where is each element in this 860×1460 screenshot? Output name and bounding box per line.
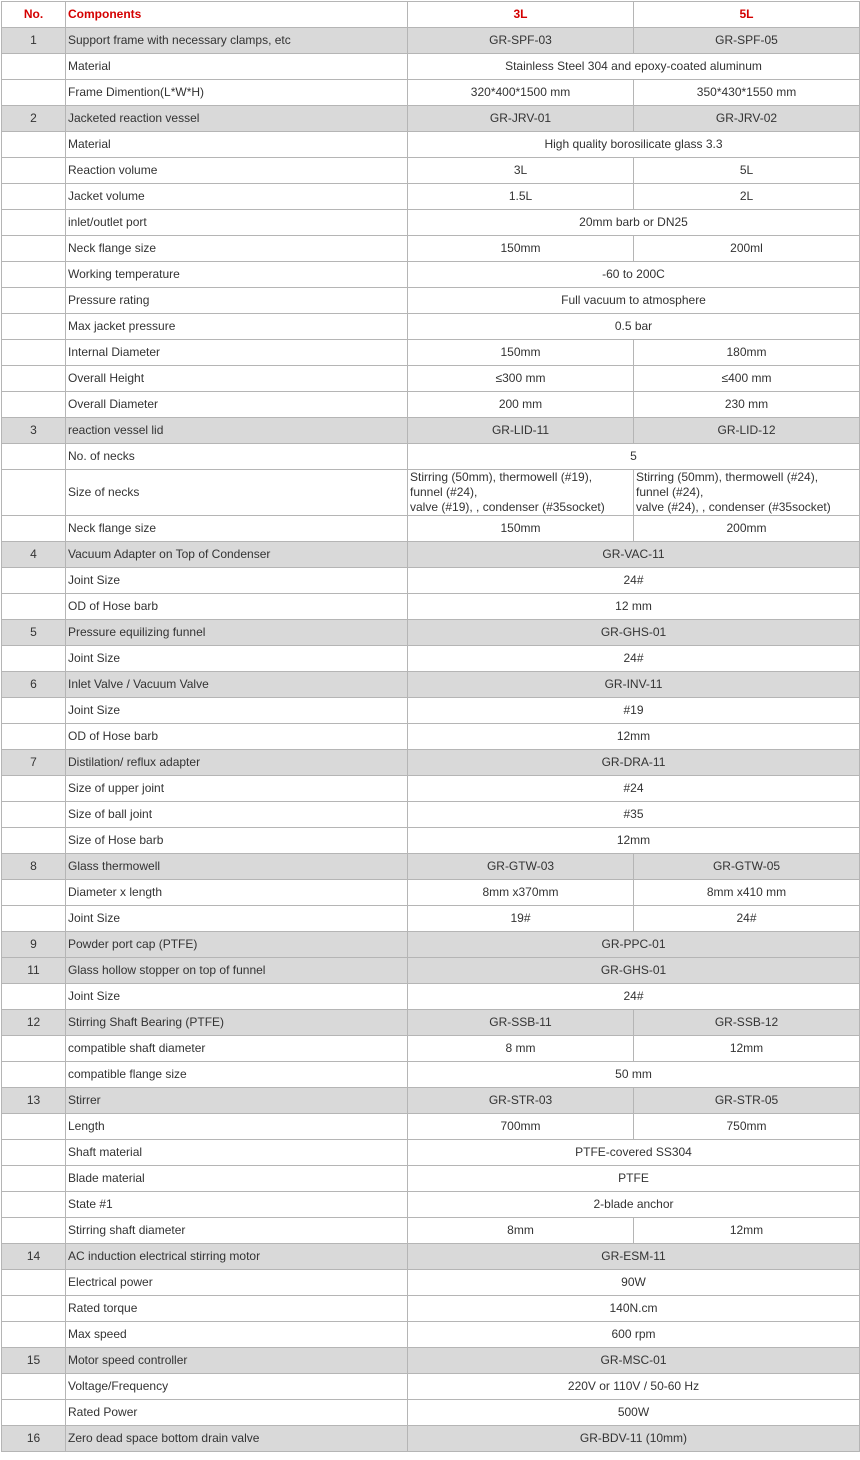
spec-label: Electrical power [66, 1270, 408, 1296]
spec-label: Diameter x length [66, 880, 408, 906]
spec-value-3l: GR-LID-11 [408, 418, 634, 444]
spec-row [2, 314, 860, 340]
spec-row [2, 516, 860, 542]
item-number: 14 [2, 1244, 66, 1270]
spec-value-5l: 200mm [634, 516, 860, 542]
item-number: 12 [2, 1010, 66, 1036]
component-row [2, 958, 860, 984]
spec-row [2, 568, 860, 594]
spec-value-shared: GR-ESM-11 [408, 1244, 860, 1270]
spec-value-shared: 220V or 110V / 50-60 Hz [408, 1374, 860, 1400]
item-number [2, 698, 66, 724]
spec-row [2, 1296, 860, 1322]
spec-label: Joint Size [66, 906, 408, 932]
component-row [2, 1088, 860, 1114]
spec-value-shared: 90W [408, 1270, 860, 1296]
specification-table [1, 1, 860, 1452]
spec-row [2, 366, 860, 392]
item-number [2, 1296, 66, 1322]
spec-value-3l: 700mm [408, 1114, 634, 1140]
item-number [2, 210, 66, 236]
spec-row [2, 646, 860, 672]
item-number [2, 516, 66, 542]
spec-label: Jacket volume [66, 184, 408, 210]
item-number [2, 880, 66, 906]
spec-value-shared: 500W [408, 1400, 860, 1426]
component-row [2, 1426, 860, 1452]
item-number [2, 776, 66, 802]
spec-label: Size of ball joint [66, 802, 408, 828]
item-number: 3 [2, 418, 66, 444]
item-number [2, 984, 66, 1010]
spec-value-3l: 8 mm [408, 1036, 634, 1062]
component-row [2, 932, 860, 958]
spec-row [2, 1062, 860, 1088]
item-number [2, 262, 66, 288]
spec-value-3l: 8mm x370mm [408, 880, 634, 906]
item-number [2, 1322, 66, 1348]
spec-value-shared: #19 [408, 698, 860, 724]
spec-value-3l: GR-GTW-03 [408, 854, 634, 880]
spec-row [2, 776, 860, 802]
spec-label: Pressure rating [66, 288, 408, 314]
item-number: 16 [2, 1426, 66, 1452]
spec-label: No. of necks [66, 444, 408, 470]
spec-value-shared: GR-GHS-01 [408, 620, 860, 646]
spec-label: Max jacket pressure [66, 314, 408, 340]
item-number [2, 594, 66, 620]
spec-row [2, 236, 860, 262]
spec-label: compatible flange size [66, 1062, 408, 1088]
spec-value-5l: 2L [634, 184, 860, 210]
spec-label: OD of Hose barb [66, 724, 408, 750]
spec-value-shared: -60 to 200C [408, 262, 860, 288]
spec-row [2, 444, 860, 470]
spec-label: Max speed [66, 1322, 408, 1348]
spec-value-shared: PTFE-covered SS304 [408, 1140, 860, 1166]
spec-value-shared: GR-PPC-01 [408, 932, 860, 958]
spec-label: Stirring shaft diameter [66, 1218, 408, 1244]
spec-row [2, 594, 860, 620]
component-row [2, 28, 860, 54]
spec-value-3l: GR-SSB-11 [408, 1010, 634, 1036]
spec-label: Length [66, 1114, 408, 1140]
spec-value-5l: 24# [634, 906, 860, 932]
spec-value-shared: High quality borosilicate glass 3.3 [408, 132, 860, 158]
component-row [2, 1244, 860, 1270]
spec-value-5l: 350*430*1550 mm [634, 80, 860, 106]
spec-label: Joint Size [66, 568, 408, 594]
spec-value-5l: 12mm [634, 1218, 860, 1244]
spec-label: Joint Size [66, 984, 408, 1010]
component-name: Motor speed controller [66, 1348, 408, 1374]
spec-label: Frame Dimention(L*W*H) [66, 80, 408, 106]
spec-value-5l: GR-GTW-05 [634, 854, 860, 880]
spec-value-shared: Full vacuum to atmosphere [408, 288, 860, 314]
spec-row [2, 184, 860, 210]
item-number [2, 1192, 66, 1218]
table-body [2, 2, 860, 1452]
spec-label: Rated Power [66, 1400, 408, 1426]
spec-value-5l: 8mm x410 mm [634, 880, 860, 906]
item-number: 15 [2, 1348, 66, 1374]
item-number [2, 1140, 66, 1166]
item-number [2, 288, 66, 314]
component-name: AC induction electrical stirring motor [66, 1244, 408, 1270]
spec-row [2, 1140, 860, 1166]
spec-label: Blade material [66, 1166, 408, 1192]
spec-row [2, 1322, 860, 1348]
spec-value-shared: GR-GHS-01 [408, 958, 860, 984]
spec-value-shared: 12mm [408, 724, 860, 750]
spec-row [2, 1192, 860, 1218]
item-number [2, 444, 66, 470]
spec-label: Size of upper joint [66, 776, 408, 802]
item-number: 13 [2, 1088, 66, 1114]
item-number [2, 1166, 66, 1192]
spec-label: inlet/outlet port [66, 210, 408, 236]
spec-value-shared: 2-blade anchor [408, 1192, 860, 1218]
component-name: Inlet Valve / Vacuum Valve [66, 672, 408, 698]
spec-value-shared: Stainless Steel 304 and epoxy-coated aluminum [408, 54, 860, 80]
spec-value-3l: 1.5L [408, 184, 634, 210]
item-number: 5 [2, 620, 66, 646]
spec-label: Neck flange size [66, 516, 408, 542]
spec-row [2, 54, 860, 80]
item-number [2, 184, 66, 210]
item-number [2, 1036, 66, 1062]
spec-label: OD of Hose barb [66, 594, 408, 620]
item-number [2, 366, 66, 392]
spec-label: Joint Size [66, 646, 408, 672]
item-number: 6 [2, 672, 66, 698]
spec-value-3l: 150mm [408, 236, 634, 262]
spec-value-shared: 600 rpm [408, 1322, 860, 1348]
spec-label: Rated torque [66, 1296, 408, 1322]
spec-label: Neck flange size [66, 236, 408, 262]
spec-value-3l: 320*400*1500 mm [408, 80, 634, 106]
spec-row [2, 1114, 860, 1140]
spec-label: Size of necks [66, 470, 408, 516]
item-number [2, 568, 66, 594]
component-name: Glass thermowell [66, 854, 408, 880]
spec-value-5l: 230 mm [634, 392, 860, 418]
spec-value-5l: 200ml [634, 236, 860, 262]
spec-value-line: funnel (#24), [636, 485, 704, 499]
item-number [2, 724, 66, 750]
spec-label: Reaction volume [66, 158, 408, 184]
header-3l: 3L [408, 2, 634, 28]
component-row [2, 672, 860, 698]
item-number: 11 [2, 958, 66, 984]
header-5l: 5L [634, 2, 860, 28]
spec-value-3l: 200 mm [408, 392, 634, 418]
spec-value-5l: GR-JRV-02 [634, 106, 860, 132]
spec-label: compatible shaft diameter [66, 1036, 408, 1062]
spec-row [2, 1374, 860, 1400]
spec-value-shared: GR-VAC-11 [408, 542, 860, 568]
spec-label: Internal Diameter [66, 340, 408, 366]
component-name: Powder port cap (PTFE) [66, 932, 408, 958]
component-name: Support frame with necessary clamps, etc [66, 28, 408, 54]
spec-value-shared: 12 mm [408, 594, 860, 620]
spec-value-shared: #35 [408, 802, 860, 828]
component-name: Pressure equilizing funnel [66, 620, 408, 646]
spec-value-5l: GR-STR-05 [634, 1088, 860, 1114]
component-name: Stirrer [66, 1088, 408, 1114]
spec-value-5l: GR-SSB-12 [634, 1010, 860, 1036]
component-name: Jacketed reaction vessel [66, 106, 408, 132]
spec-row [2, 724, 860, 750]
spec-row [2, 340, 860, 366]
spec-row [2, 1270, 860, 1296]
header-no: No. [2, 2, 66, 28]
spec-value-5l: GR-LID-12 [634, 418, 860, 444]
spec-value-shared: 5 [408, 444, 860, 470]
item-number [2, 54, 66, 80]
spec-value-3l: ≤300 mm [408, 366, 634, 392]
item-number: 9 [2, 932, 66, 958]
component-name: Distilation/ reflux adapter [66, 750, 408, 776]
spec-row [2, 470, 860, 516]
spec-value-5l: GR-SPF-05 [634, 28, 860, 54]
spec-value-shared: GR-DRA-11 [408, 750, 860, 776]
item-number [2, 158, 66, 184]
item-number [2, 1374, 66, 1400]
item-number [2, 470, 66, 516]
spec-value-shared: 24# [408, 568, 860, 594]
spec-value-3l: 150mm [408, 516, 634, 542]
spec-value-shared: 140N.cm [408, 1296, 860, 1322]
item-number [2, 1114, 66, 1140]
component-row [2, 418, 860, 444]
item-number [2, 828, 66, 854]
spec-value-3l: 150mm [408, 340, 634, 366]
spec-value-shared: 12mm [408, 828, 860, 854]
item-number [2, 80, 66, 106]
spec-value-shared: 50 mm [408, 1062, 860, 1088]
spec-row [2, 1400, 860, 1426]
item-number [2, 340, 66, 366]
spec-label: Shaft material [66, 1140, 408, 1166]
spec-value-line: valve (#24), , condenser (#35socket) [636, 500, 831, 514]
component-row [2, 1010, 860, 1036]
spec-row [2, 158, 860, 184]
spec-value-3l: 8mm [408, 1218, 634, 1244]
spec-value-shared: 20mm barb or DN25 [408, 210, 860, 236]
spec-value-shared: PTFE [408, 1166, 860, 1192]
spec-row [2, 262, 860, 288]
spec-value-5l [634, 470, 860, 516]
component-row [2, 1348, 860, 1374]
spec-value-3l: GR-SPF-03 [408, 28, 634, 54]
item-number [2, 236, 66, 262]
spec-row [2, 1166, 860, 1192]
spec-label: Overall Diameter [66, 392, 408, 418]
component-name: reaction vessel lid [66, 418, 408, 444]
item-number: 8 [2, 854, 66, 880]
header-components: Components [66, 2, 408, 28]
spec-label: Working temperature [66, 262, 408, 288]
component-name: Vacuum Adapter on Top of Condenser [66, 542, 408, 568]
spec-row [2, 1218, 860, 1244]
spec-row [2, 880, 860, 906]
spec-label: Material [66, 54, 408, 80]
item-number [2, 314, 66, 340]
spec-value-3l: 3L [408, 158, 634, 184]
component-row [2, 854, 860, 880]
spec-value-5l: 12mm [634, 1036, 860, 1062]
spec-row [2, 132, 860, 158]
spec-row [2, 1036, 860, 1062]
spec-value-line: funnel (#24), [410, 485, 478, 499]
spec-value-shared: GR-MSC-01 [408, 1348, 860, 1374]
item-number: 4 [2, 542, 66, 568]
spec-row [2, 698, 860, 724]
spec-label: Material [66, 132, 408, 158]
spec-value-shared: GR-BDV-11 (10mm) [408, 1426, 860, 1452]
spec-value-5l: ≤400 mm [634, 366, 860, 392]
spec-row [2, 828, 860, 854]
spec-value-5l: 5L [634, 158, 860, 184]
spec-value-3l [408, 470, 634, 516]
item-number [2, 392, 66, 418]
item-number: 7 [2, 750, 66, 776]
spec-value-5l: 180mm [634, 340, 860, 366]
spec-label: Joint Size [66, 698, 408, 724]
component-row [2, 106, 860, 132]
item-number [2, 1218, 66, 1244]
item-number [2, 646, 66, 672]
spec-label: State #1 [66, 1192, 408, 1218]
component-row [2, 620, 860, 646]
spec-row [2, 80, 860, 106]
item-number: 2 [2, 106, 66, 132]
item-number [2, 132, 66, 158]
spec-value-shared: #24 [408, 776, 860, 802]
component-name: Zero dead space bottom drain valve [66, 1426, 408, 1452]
component-name: Stirring Shaft Bearing (PTFE) [66, 1010, 408, 1036]
spec-label: Overall Height [66, 366, 408, 392]
item-number [2, 906, 66, 932]
spec-value-shared: 0.5 bar [408, 314, 860, 340]
spec-value-3l: 19# [408, 906, 634, 932]
spec-label: Size of Hose barb [66, 828, 408, 854]
component-row [2, 750, 860, 776]
item-number: 1 [2, 28, 66, 54]
spec-row [2, 984, 860, 1010]
spec-value-line: valve (#19), , condenser (#35socket) [410, 500, 605, 514]
spec-row [2, 906, 860, 932]
item-number [2, 802, 66, 828]
spec-row [2, 288, 860, 314]
component-row [2, 542, 860, 568]
item-number [2, 1270, 66, 1296]
item-number [2, 1400, 66, 1426]
spec-value-shared: 24# [408, 984, 860, 1010]
item-number [2, 1062, 66, 1088]
spec-value-5l: 750mm [634, 1114, 860, 1140]
spec-value-3l: GR-STR-03 [408, 1088, 634, 1114]
component-name: Glass hollow stopper on top of funnel [66, 958, 408, 984]
spec-row [2, 392, 860, 418]
spec-label: Voltage/Frequency [66, 1374, 408, 1400]
spec-value-line: Stirring (50mm), thermowell (#24), [636, 470, 819, 484]
spec-value-3l: GR-JRV-01 [408, 106, 634, 132]
spec-value-shared: GR-INV-11 [408, 672, 860, 698]
spec-row [2, 210, 860, 236]
spec-value-line: Stirring (50mm), thermowell (#19), [410, 470, 593, 484]
header-row [2, 2, 860, 28]
spec-row [2, 802, 860, 828]
spec-value-shared: 24# [408, 646, 860, 672]
